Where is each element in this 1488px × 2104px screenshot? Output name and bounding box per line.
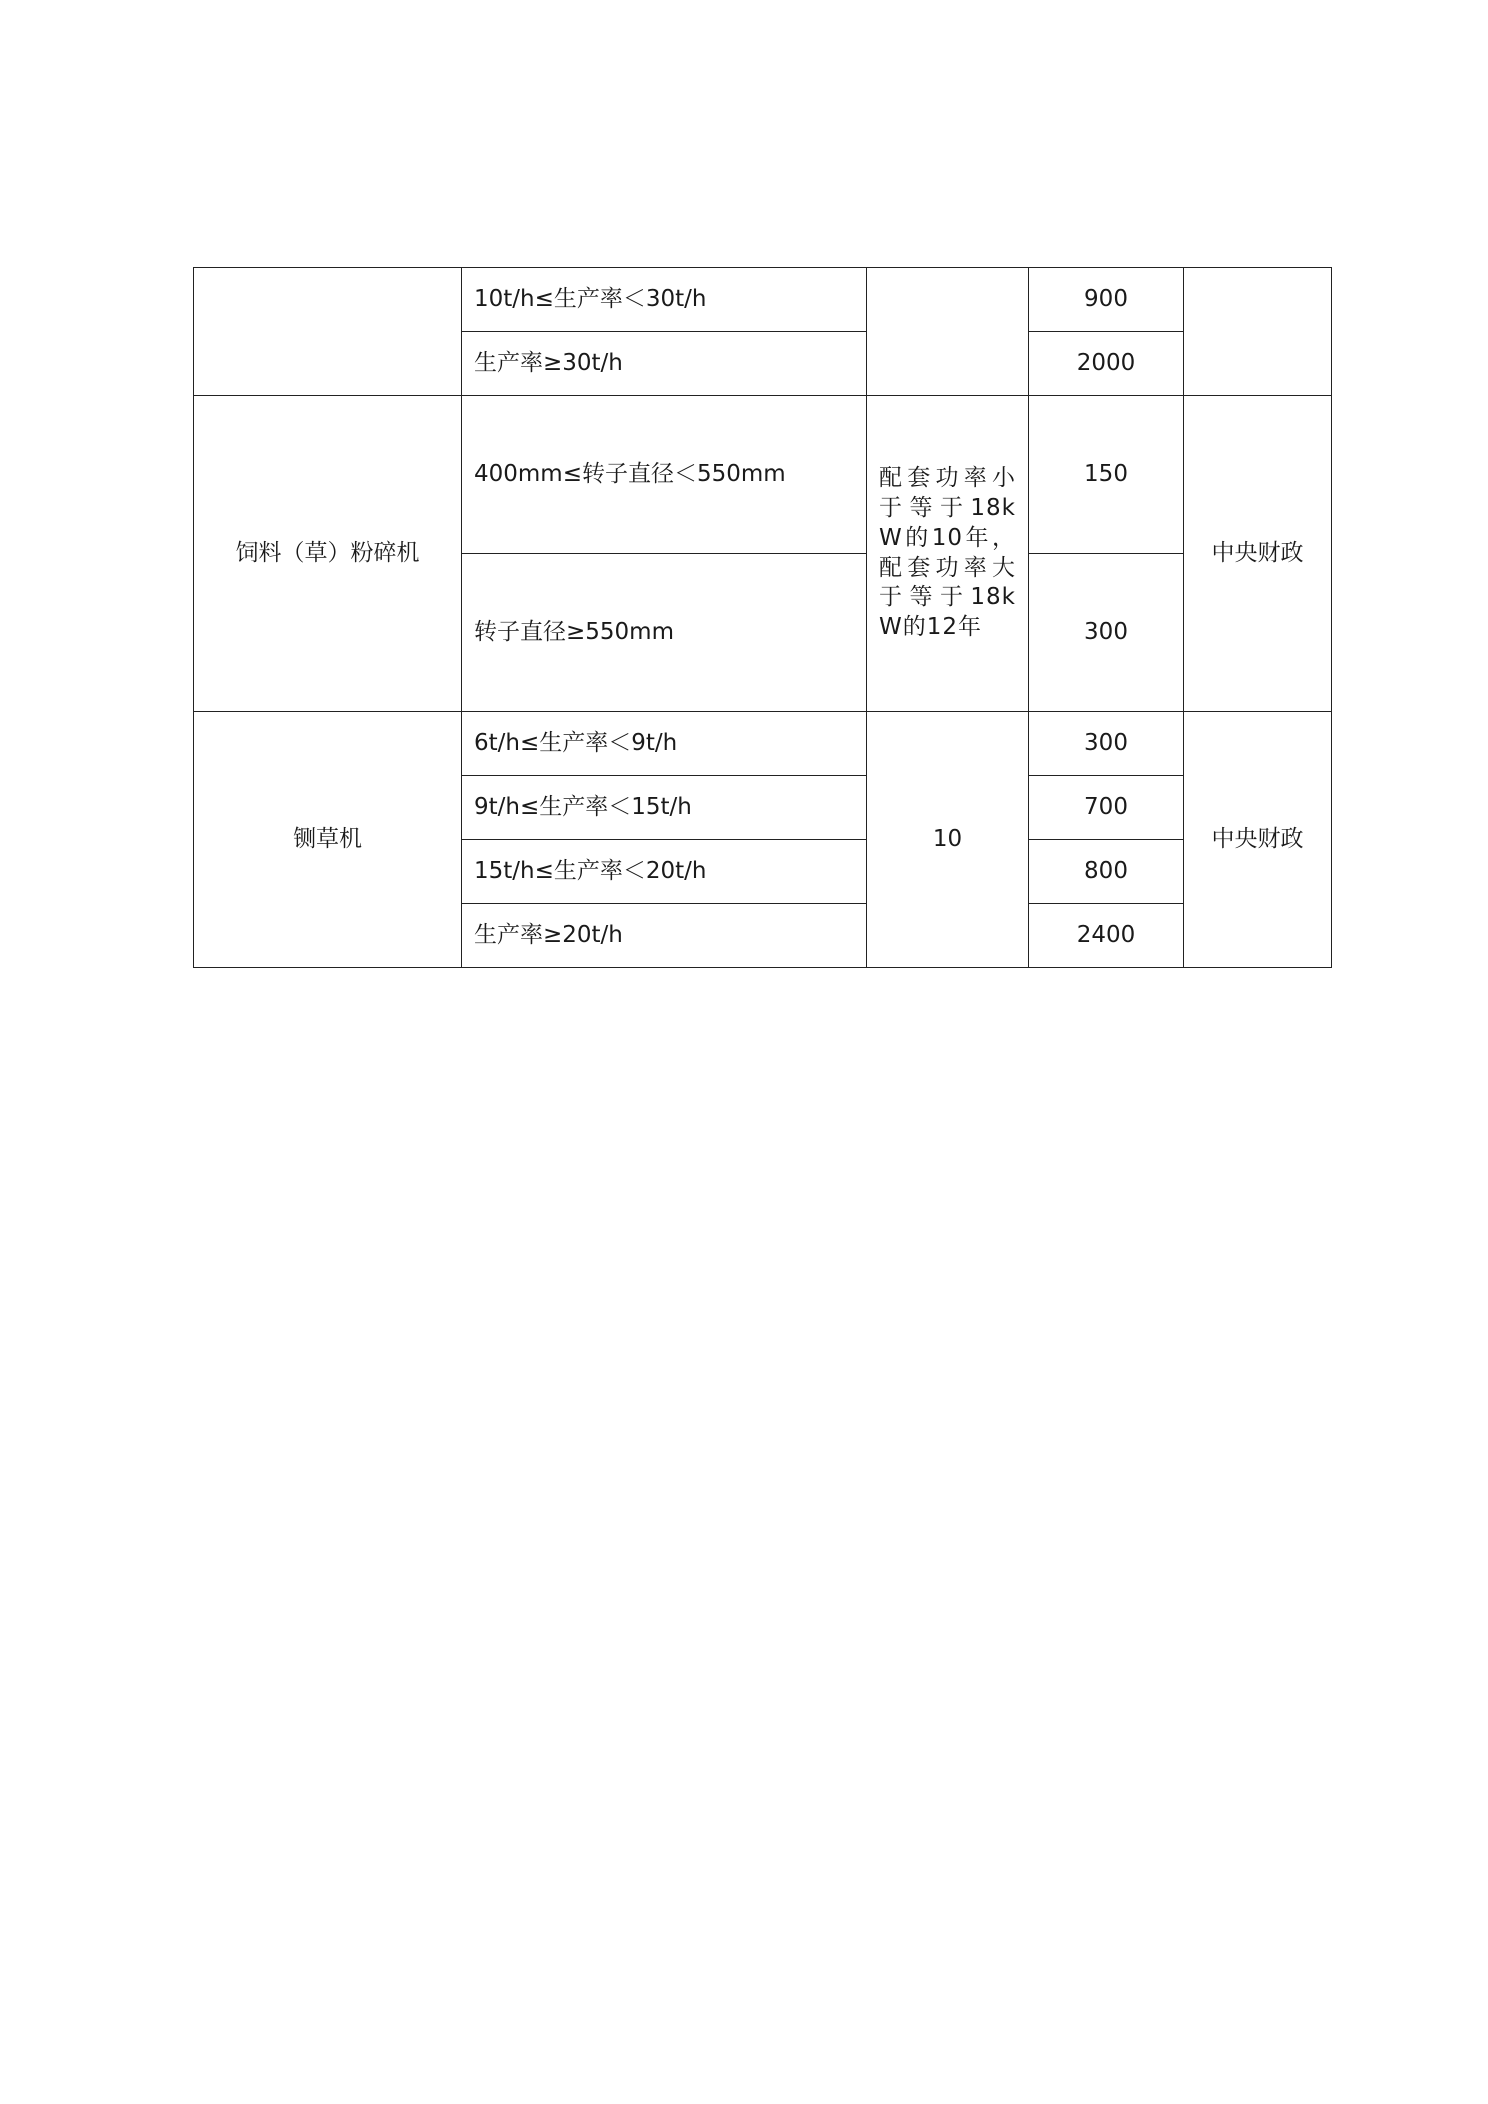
table-row — [194, 712, 1332, 776]
spec-cell: 6t/h≤生产率＜9t/h — [462, 712, 867, 776]
subsidy-cell: 150 — [1029, 396, 1184, 554]
table-row — [194, 396, 1332, 554]
category-cell — [194, 268, 462, 396]
funding-cell — [1184, 268, 1332, 396]
category-cell: 饲料（草）粉碎机 — [194, 396, 462, 712]
life-cell — [867, 268, 1029, 396]
funding-cell: 中央财政 — [1184, 396, 1332, 712]
subsidy-cell: 800 — [1029, 840, 1184, 904]
spec-cell: 生产率≥30t/h — [462, 332, 867, 396]
subsidy-cell: 2000 — [1029, 332, 1184, 396]
life-cell: 10 — [867, 712, 1029, 968]
spec-cell: 9t/h≤生产率＜15t/h — [462, 776, 867, 840]
subsidy-cell: 2400 — [1029, 904, 1184, 968]
subsidy-cell: 700 — [1029, 776, 1184, 840]
spec-cell: 400mm≤转子直径＜550mm — [462, 396, 867, 554]
spec-cell: 转子直径≥550mm — [462, 554, 867, 712]
subsidy-cell: 900 — [1029, 268, 1184, 332]
subsidy-spec-table — [193, 267, 1332, 968]
spec-cell: 10t/h≤生产率＜30t/h — [462, 268, 867, 332]
category-cell: 铡草机 — [194, 712, 462, 968]
life-cell: 配套功率小于等于18kW的10年，配套功率大于等于18kW的12年 — [867, 396, 1029, 712]
spec-cell: 生产率≥20t/h — [462, 904, 867, 968]
subsidy-cell: 300 — [1029, 712, 1184, 776]
table-row — [194, 268, 1332, 332]
funding-cell: 中央财政 — [1184, 712, 1332, 968]
spec-cell: 15t/h≤生产率＜20t/h — [462, 840, 867, 904]
subsidy-cell: 300 — [1029, 554, 1184, 712]
